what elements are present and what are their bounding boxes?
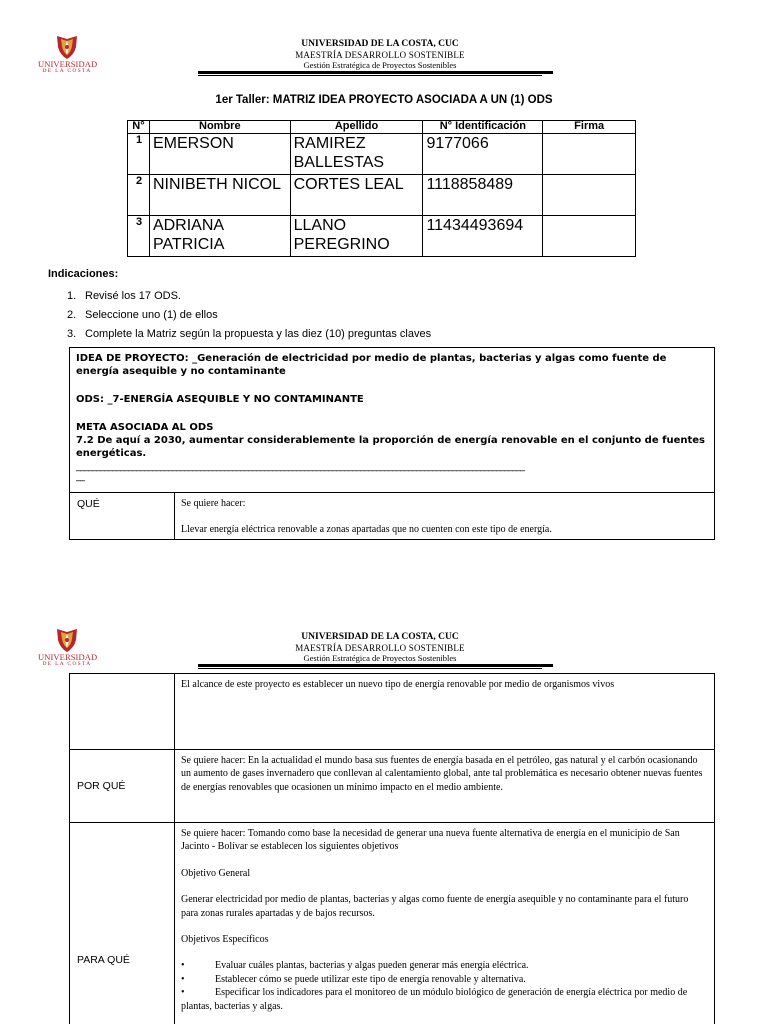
col-header-num: N° (128, 121, 150, 134)
por-que-row (69, 749, 715, 823)
idea-proyecto-box (69, 347, 715, 493)
list-text: Complete la Matriz según la propuesta y las diez (10) preguntas claves (85, 328, 432, 340)
member-num: 2 (128, 175, 150, 216)
member-num: 3 (128, 216, 150, 257)
que-line1: Se quiere hacer: (181, 498, 246, 509)
alcance-label (70, 674, 175, 749)
por-que-label-text: POR QUÉ (77, 780, 126, 792)
course-name: Gestión Estratégica de Proyectos Sostenibles (303, 60, 457, 70)
header-rule-thin (198, 75, 542, 76)
table-row (128, 134, 636, 175)
header-rule-thin (198, 668, 542, 669)
member-nombre: EMERSON (149, 134, 290, 175)
member-firma (543, 216, 636, 257)
list-item (181, 959, 708, 972)
meta-text: 7.2 De aquí a 2030, aumentar considerablemente la proporción de energía renovable en el conjunto de fuentes energéticas. (76, 435, 705, 459)
objetivo-especifico-wrapped (181, 986, 708, 1013)
program-name: MAESTRÍA DESARROLLO SOSTENIBLE (295, 642, 465, 653)
logo-line2: DE LA COSTA (42, 660, 92, 667)
indicaciones-title: Indicaciones: (48, 268, 119, 280)
alcance-text: El alcance de este proyecto es establecer un nuevo tipo de energía renovable por medio de organismos vivos (181, 679, 615, 690)
shield-crest-icon (52, 34, 82, 60)
university-logo (38, 34, 96, 82)
objetivo-especifico: Evaluar cuáles plantas, bacterias y algas pueden generar más energía eléctrica. (215, 960, 529, 972)
members-header-row (128, 121, 636, 134)
logo-line1: UNIVERSIDAD (38, 652, 98, 662)
que-row (69, 492, 715, 540)
page1-header (0, 34, 768, 84)
header-rule-thick (198, 71, 553, 74)
bullet-icon: • (181, 973, 185, 985)
taller-title: 1er Taller: MATRIZ IDEA PROYECTO ASOCIADA A UN (1) ODS (215, 94, 553, 106)
bullet-icon: • (181, 987, 185, 999)
meta-title: META ASOCIADA AL ODS (76, 422, 214, 433)
list-number: 3. (67, 328, 77, 340)
idea-proyecto-text: IDEA DE PROYECTO: _Generación de electricidad por medio de plantas, bacterias y algas como fuente de energía asequible y no contaminante (76, 353, 667, 377)
course-name: Gestión Estratégica de Proyectos Sostenibles (303, 653, 457, 663)
logo-text (38, 60, 96, 74)
objetivo-especifico: Especificar los indicadores para el monitoreo de un módulo biológico de generación de energía eléctrica por medio de plantas, bacterias y algas. (181, 987, 688, 1012)
indicaciones-list (67, 290, 431, 347)
que-label (70, 493, 175, 539)
para-que-label (70, 823, 175, 1024)
list-item (67, 290, 431, 309)
list-number: 1. (67, 290, 77, 302)
university-name: UNIVERSIDAD DE LA COSTA, CUC (301, 39, 459, 49)
member-id: 9177066 (423, 134, 543, 175)
col-header-firma: Firma (543, 121, 636, 134)
university-name: UNIVERSIDAD DE LA COSTA, CUC (301, 632, 459, 642)
page-break (0, 576, 768, 612)
list-item (181, 986, 708, 1013)
list-text: Seleccione uno (1) de ellos (85, 309, 218, 321)
list-item (67, 309, 431, 328)
page2-header (0, 627, 768, 677)
header-rule-thick (198, 664, 553, 667)
list-item (67, 328, 431, 347)
member-apellido: RAMIREZ BALLESTAS (290, 134, 423, 175)
member-id: 1118858489 (423, 175, 543, 216)
dash-line-end: __ (76, 471, 84, 482)
logo-line2: DE LA COSTA (42, 67, 92, 74)
para-que-content (175, 823, 714, 1024)
member-nombre: NINIBETH NICOL (149, 175, 290, 216)
list-item (181, 973, 708, 986)
objetivos-especificos-title: Objetivos Específicos (181, 934, 269, 946)
que-label-text: QUÉ (77, 498, 100, 510)
members-table (127, 120, 636, 257)
member-num: 1 (128, 134, 150, 175)
objetivo-general-text: Generar electricidad por medio de plantas, bacterias y algas como fuente de energía asequible y no contaminante para el futuro para zonas rurales apartadas y de bajos recursos. (181, 894, 689, 919)
col-header-identificacion: N° Identificación (423, 121, 543, 134)
para-que-intro: Se quiere hacer: Tomando como base la necesidad de generar una nueva fuente alternativa de energía en el municipio de San Jacinto - Bolívar se establecen los siguientes objetivos (181, 828, 680, 853)
objetivo-especifico: Establecer cómo se puede utilizar este tipo de energía renovable y alternativa. (215, 973, 526, 985)
que-line2: Llevar energía eléctrica renovable a zonas apartadas que no cuenten con este tipo de energía. (181, 524, 552, 536)
por-que-label (70, 750, 175, 822)
logo-text (38, 653, 96, 667)
bullet-icon: • (181, 960, 185, 972)
member-apellido: CORTES LEAL (290, 175, 423, 216)
alcance-content (175, 674, 714, 749)
member-firma (543, 134, 636, 175)
list-number: 2. (67, 309, 77, 321)
por-que-content (175, 750, 714, 822)
objetivo-general-title: Objetivo General (181, 867, 251, 879)
member-id: 11434493694 (423, 216, 543, 257)
para-que-row (69, 822, 715, 1024)
member-firma (543, 175, 636, 216)
dash-line: ________________________________________________________________________________________________________________ (76, 461, 524, 472)
list-text: Revisé los 17 ODS. (85, 290, 181, 302)
member-apellido: LLANO PEREGRINO (290, 216, 423, 257)
ods-text: ODS: _7-ENERGÍA ASEQUIBLE Y NO CONTAMINANTE (76, 394, 364, 405)
member-nombre: ADRIANA PATRICIA (149, 216, 290, 257)
program-name: MAESTRÍA DESARROLLO SOSTENIBLE (295, 49, 465, 60)
university-logo (38, 627, 96, 675)
logo-line1: UNIVERSIDAD (38, 59, 98, 69)
table-row (128, 216, 636, 257)
col-header-nombre: Nombre (149, 121, 290, 134)
header-titles (200, 39, 560, 71)
alcance-row (69, 673, 715, 750)
para-que-label-text: PARA QUÉ (77, 954, 130, 966)
por-que-text: Se quiere hacer: En la actualidad el mundo basa sus fuentes de energía basada en el petróleo, gas natural y el carbón ocasionando un aumento de gases invernadero que conllevan al calentamiento global, ante tal problemática es necesario obtener nuevas fuentes de energías renovables que ocasionen un mínimo impacto en el medio ambiente. (181, 755, 703, 793)
que-content (175, 493, 714, 539)
header-titles (200, 632, 560, 664)
col-header-apellido: Apellido (290, 121, 423, 134)
shield-crest-icon (52, 627, 82, 653)
table-row (128, 175, 636, 216)
